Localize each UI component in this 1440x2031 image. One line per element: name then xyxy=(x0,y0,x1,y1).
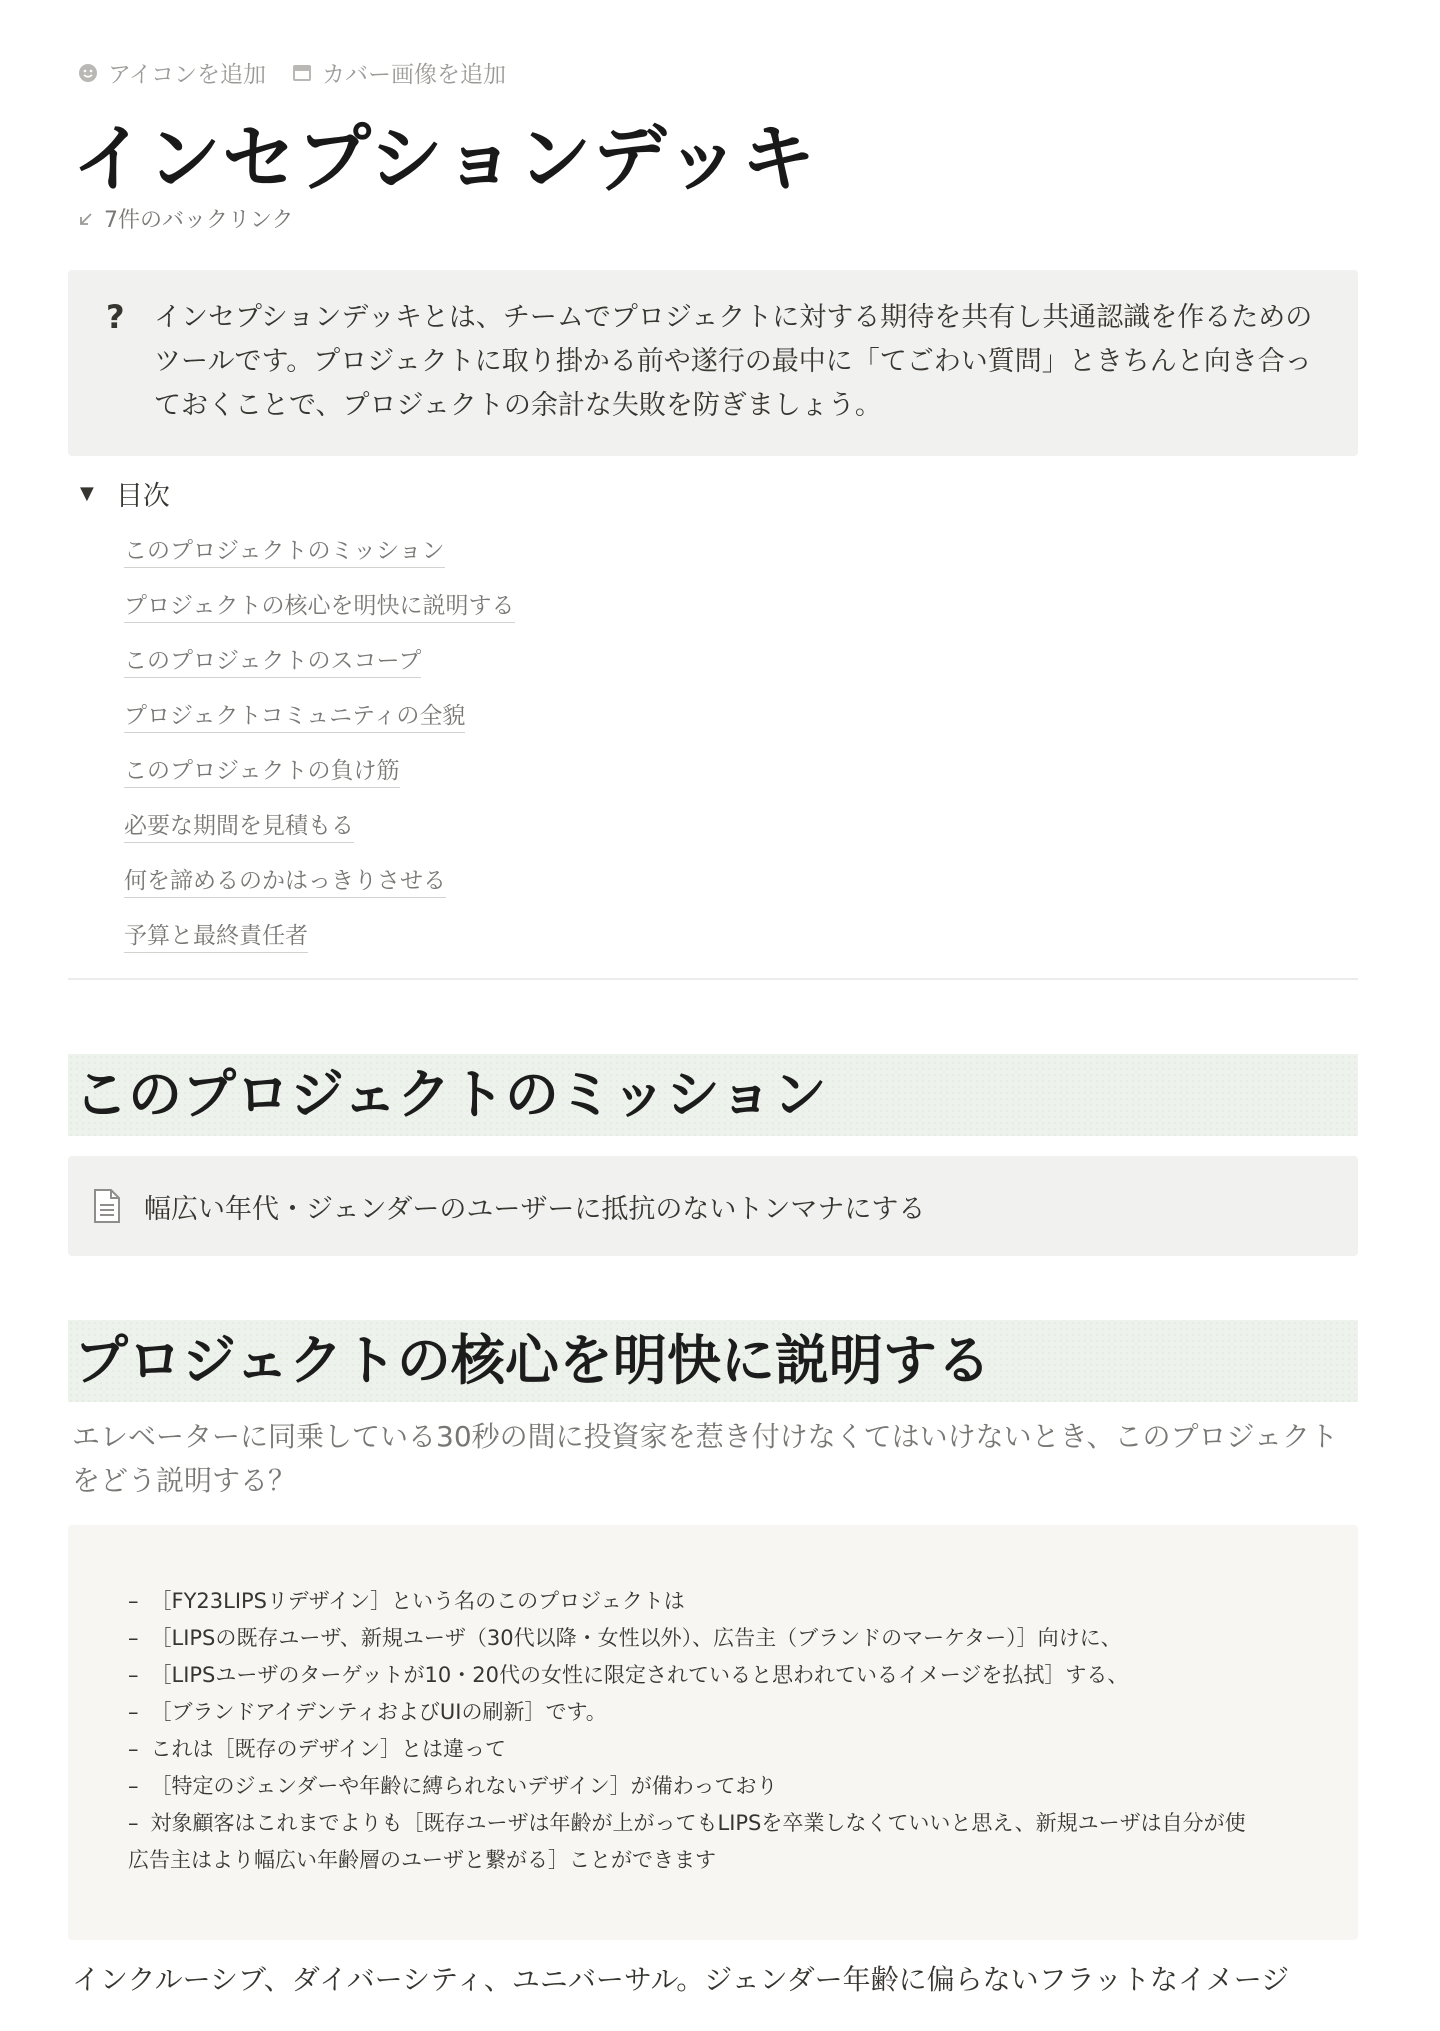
toc-link[interactable]: このプロジェクトのミッション xyxy=(124,538,445,568)
toc-item[interactable] xyxy=(124,587,515,642)
toc-item[interactable] xyxy=(124,752,515,807)
divider xyxy=(68,978,1358,980)
pitch-line-text: ［FY23LIPSリデザイン］という名のこのプロジェクトは xyxy=(150,1589,685,1613)
pitch-line-text: ［特定のジェンダーや年齢に縛られないデザイン］が備わっており xyxy=(150,1774,778,1798)
toc-item[interactable] xyxy=(124,642,515,697)
heading-core[interactable]: プロジェクトの核心を明快に説明する xyxy=(68,1320,1358,1402)
mission-card-text: 幅広い年代・ジェンダーのユーザーに抵抗のないトンマナにする xyxy=(144,1193,926,1225)
pitch-line[interactable]: – ［LIPSの既存ユーザ、新規ユーザ（30代以降・女性以外）、広告主（ブランドのマーケター）］向けに、 xyxy=(128,1626,1122,1650)
pitch-list xyxy=(128,1583,1246,1879)
backlinks-label: 7件のバックリンク xyxy=(104,208,294,233)
elevator-pitch-block[interactable] xyxy=(68,1525,1358,1940)
pitch-line-text: ［LIPSの既存ユーザ、新規ユーザ（30代以降・女性以外）、広告主（ブランドのマーケター）］向けに、 xyxy=(150,1626,1122,1650)
toc-item[interactable] xyxy=(124,697,515,752)
pitch-line-text: ［LIPSユーザのターゲットが10・20代の女性に限定されていると思われているイメージを払拭］する、 xyxy=(150,1663,1129,1687)
pitch-line[interactable]: – これは［既存のデザイン］とは違って xyxy=(128,1737,507,1761)
pitch-line[interactable]: – 対象顧客はこれまでよりも［既存ユーザは年齢が上がってもLIPSを卒業しなくていいと思え、新規ユーザは自分が使 xyxy=(128,1811,1246,1835)
pitch-line-text: これは［既存のデザイン］とは違って xyxy=(150,1737,507,1761)
core-description[interactable]: エレベーターに同乗している30秒の間に投資家を惹き付けなくてはいけないとき、このプロジェクトをどう説明する？ xyxy=(72,1420,1338,1497)
backlinks-button[interactable] xyxy=(76,203,294,234)
pitch-line-continuation[interactable]: 広告主はより幅広い年齢層のユーザと繋がる］ことができます xyxy=(128,1848,716,1872)
add-icon-label: アイコンを追加 xyxy=(108,62,267,88)
heading-mission[interactable]: このプロジェクトのミッション xyxy=(68,1054,1358,1136)
summary-text[interactable]: インクルーシブ、ダイバーシティ、ユニバーサル。ジェンダー年齢に偏らないフラットなイメージ xyxy=(72,1963,1290,1996)
toc-link[interactable]: 必要な期間を見積もる xyxy=(124,813,354,843)
toc-link[interactable]: プロジェクトコミュニティの全貌 xyxy=(124,703,465,733)
question-icon: ? xyxy=(106,298,125,336)
toc-link[interactable]: このプロジェクトの負け筋 xyxy=(124,758,400,788)
page-title[interactable]: インセプションデッキ xyxy=(72,116,817,202)
pitch-line-text: 対象顧客はこれまでよりも［既存ユーザは年齢が上がってもLIPSを卒業しなくていいと思え、新規ユーザは自分が使 xyxy=(150,1811,1246,1835)
table-of-contents xyxy=(124,532,515,972)
mission-page-link[interactable] xyxy=(68,1156,1358,1256)
pitch-line[interactable]: – ［LIPSユーザのターゲットが10・20代の女性に限定されていると思われているイメージを払拭］する、 xyxy=(128,1663,1129,1687)
toc-toggle[interactable] xyxy=(80,474,170,513)
pitch-line[interactable]: – ［特定のジェンダーや年齢に縛られないデザイン］が備わっており xyxy=(128,1774,778,1798)
toc-item[interactable] xyxy=(124,532,515,587)
toc-link[interactable]: 予算と最終責任者 xyxy=(124,923,308,953)
pitch-line-text: ［ブランドアイデンティおよびUIの刷新］です。 xyxy=(150,1700,607,1724)
toc-link[interactable]: 何を諦めるのかはっきりさせる xyxy=(124,868,446,898)
intro-callout xyxy=(68,270,1358,456)
pitch-line[interactable]: – ［ブランドアイデンティおよびUIの刷新］です。 xyxy=(128,1700,607,1724)
add-icon-button[interactable] xyxy=(76,56,266,89)
toc-link[interactable]: このプロジェクトのスコープ xyxy=(124,648,421,678)
triangle-down-icon[interactable]: ▼ xyxy=(80,483,94,504)
page-actions xyxy=(76,56,506,89)
arrow-down-left-icon xyxy=(76,209,96,229)
image-icon xyxy=(290,61,314,85)
toc-item[interactable] xyxy=(124,917,515,972)
add-cover-label: カバー画像を追加 xyxy=(322,62,507,88)
pitch-line[interactable]: – ［FY23LIPSリデザイン］という名のこのプロジェクトは xyxy=(128,1589,685,1613)
toc-link[interactable]: プロジェクトの核心を明快に説明する xyxy=(124,593,515,623)
toc-item[interactable] xyxy=(124,862,515,917)
document-icon xyxy=(92,1188,122,1224)
toc-label: 目次 xyxy=(115,481,170,512)
smiley-icon xyxy=(76,61,100,85)
toc-item[interactable] xyxy=(124,807,515,862)
callout-text[interactable]: インセプションデッキとは、チームでプロジェクトに対する期待を共有し共通認識を作るためのツールです。プロジェクトに取り掛かる前や遂行の最中に「てごわい質問」ときちんと向き合っておくことで、プロジェクトの余計な失敗を防ぎましょう。 xyxy=(154,302,1313,421)
add-cover-button[interactable] xyxy=(290,56,506,89)
